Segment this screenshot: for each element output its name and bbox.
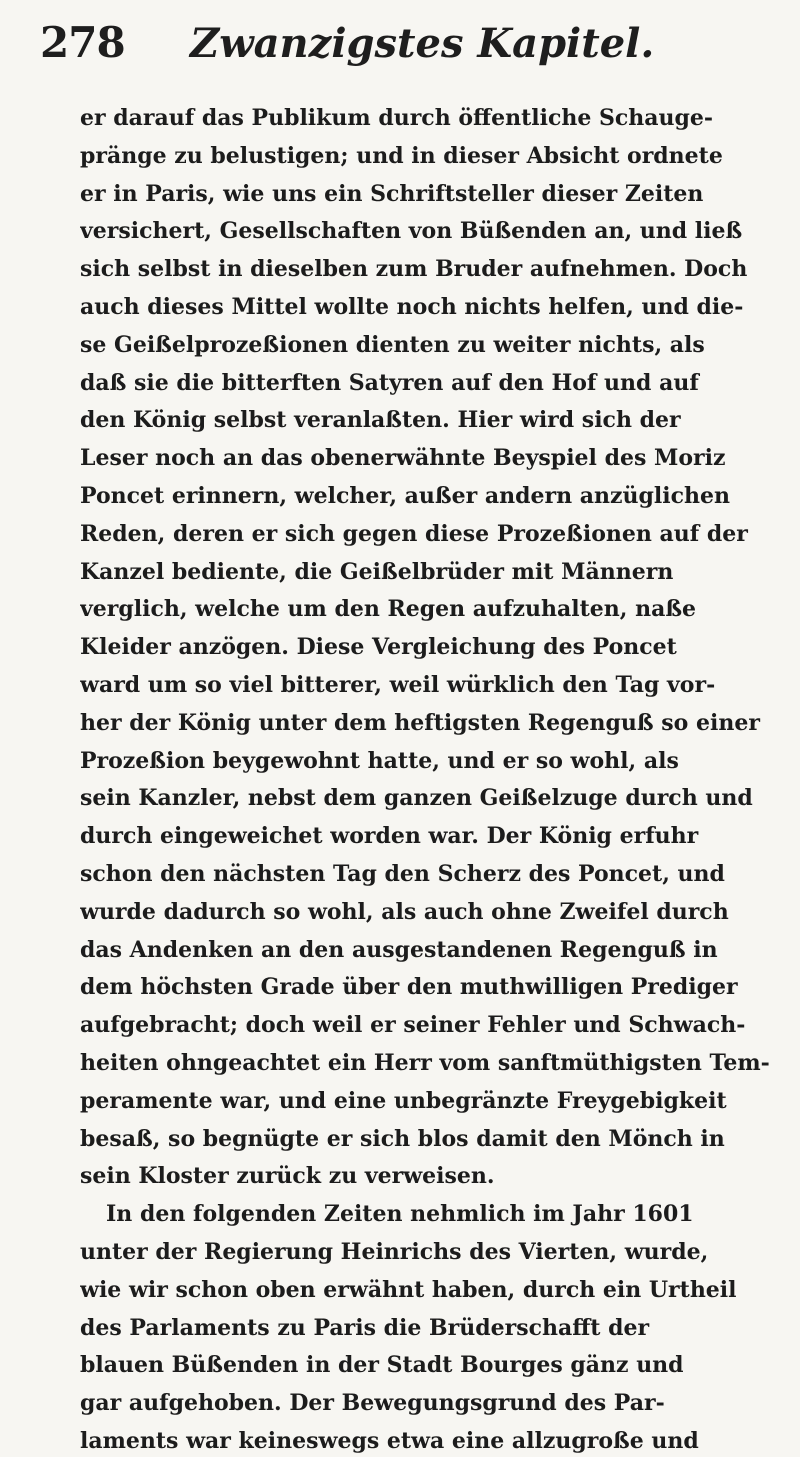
page-number: 278	[40, 18, 125, 67]
text-line: versichert, Gesellschaften von Büßenden an, und ließ	[80, 218, 743, 245]
text-line: se Geißelprozeßionen dienten zu weiter nichts, als	[80, 331, 705, 358]
text-line: wurde dadurch so wohl, als auch ohne Zweifel durch	[80, 898, 729, 925]
text-line: sein Kanzler, nebst dem ganzen Geißelzuge durch und	[80, 785, 753, 812]
text-line: her der König unter dem heftigsten Regenguß so einer	[80, 709, 760, 736]
text-line: verglich, welche um den Regen aufzuhalten, naße	[80, 596, 697, 623]
text-line: Kleider anzögen. Diese Vergleichung des Poncet	[80, 634, 677, 661]
running-head: Zwanzigstes Kapitel.	[190, 20, 655, 67]
text-line: des Parlaments zu Paris die Brüderschafft der	[80, 1314, 650, 1341]
text-line: wie wir schon oben erwähnt haben, durch ein Urtheil	[80, 1276, 737, 1303]
text-line: Poncet erinnern, welcher, außer andern anzüglichen	[80, 482, 730, 509]
text-line: dem höchsten Grade über den muthwilligen Prediger	[80, 974, 738, 1001]
text-line: gar aufgehoben. Der Bewegungsgrund des Par-	[80, 1390, 665, 1417]
text-line: sein Kloster zurück zu verweisen.	[80, 1163, 495, 1190]
text-line: schon den nächsten Tag den Scherz des Poncet, und	[80, 860, 725, 887]
text-line: das Andenken an den ausgestandenen Regenguß in	[80, 936, 718, 963]
body-text	[80, 100, 770, 1454]
text-line: auch dieses Mittel wollte noch nichts helfen, und die-	[80, 293, 744, 320]
text-line: aufgebracht; doch weil er seiner Fehler und Schwach-	[80, 1012, 746, 1039]
text-line: Prozeßion beygewohnt hatte, und er so wohl, als	[80, 747, 679, 774]
text-line: peramente war, und eine unbegränzte Freygebigkeit	[80, 1087, 727, 1114]
text-line: besaß, so begnügte er sich blos damit den Mönch in	[80, 1125, 725, 1152]
text-line: pränge zu belustigen; und in dieser Absicht ordnete	[80, 142, 723, 169]
text-line: durch eingeweichet worden war. Der König erfuhr	[80, 823, 699, 850]
text-line: Reden, deren er sich gegen diese Prozeßionen auf der	[80, 520, 748, 547]
text-line: laments war keineswegs etwa eine allzugroße und	[80, 1427, 699, 1454]
text-line: sich selbst in dieselben zum Bruder aufnehmen. Doch	[80, 256, 748, 283]
text-line: In den folgenden Zeiten nehmlich im Jahr 1601	[106, 1201, 694, 1228]
text-line: blauen Büßenden in der Stadt Bourges gänz und	[80, 1352, 684, 1379]
text-line: den König selbst veranlaßten. Hier wird sich der	[80, 407, 681, 434]
text-line: ward um so viel bitterer, weil würklich den Tag vor-	[80, 671, 716, 698]
text-line: Kanzel bediente, die Geißelbrüder mit Männern	[80, 558, 674, 585]
text-line: er darauf das Publikum durch öffentliche Schauge-	[80, 105, 714, 131]
text-line: heiten ohngeachtet ein Herr vom sanftmüthigsten Tem-	[80, 1049, 770, 1076]
text-line: Leser noch an das obenerwähnte Beyspiel des Moriz	[80, 445, 726, 472]
page-header	[40, 18, 740, 78]
text-line: daß sie die bitterften Satyren auf den Hof und auf	[80, 369, 699, 396]
text-line: er in Paris, wie uns ein Schriftsteller dieser Zeiten	[80, 180, 704, 207]
text-line: unter der Regierung Heinrichs des Vierten, wurde,	[80, 1238, 709, 1265]
